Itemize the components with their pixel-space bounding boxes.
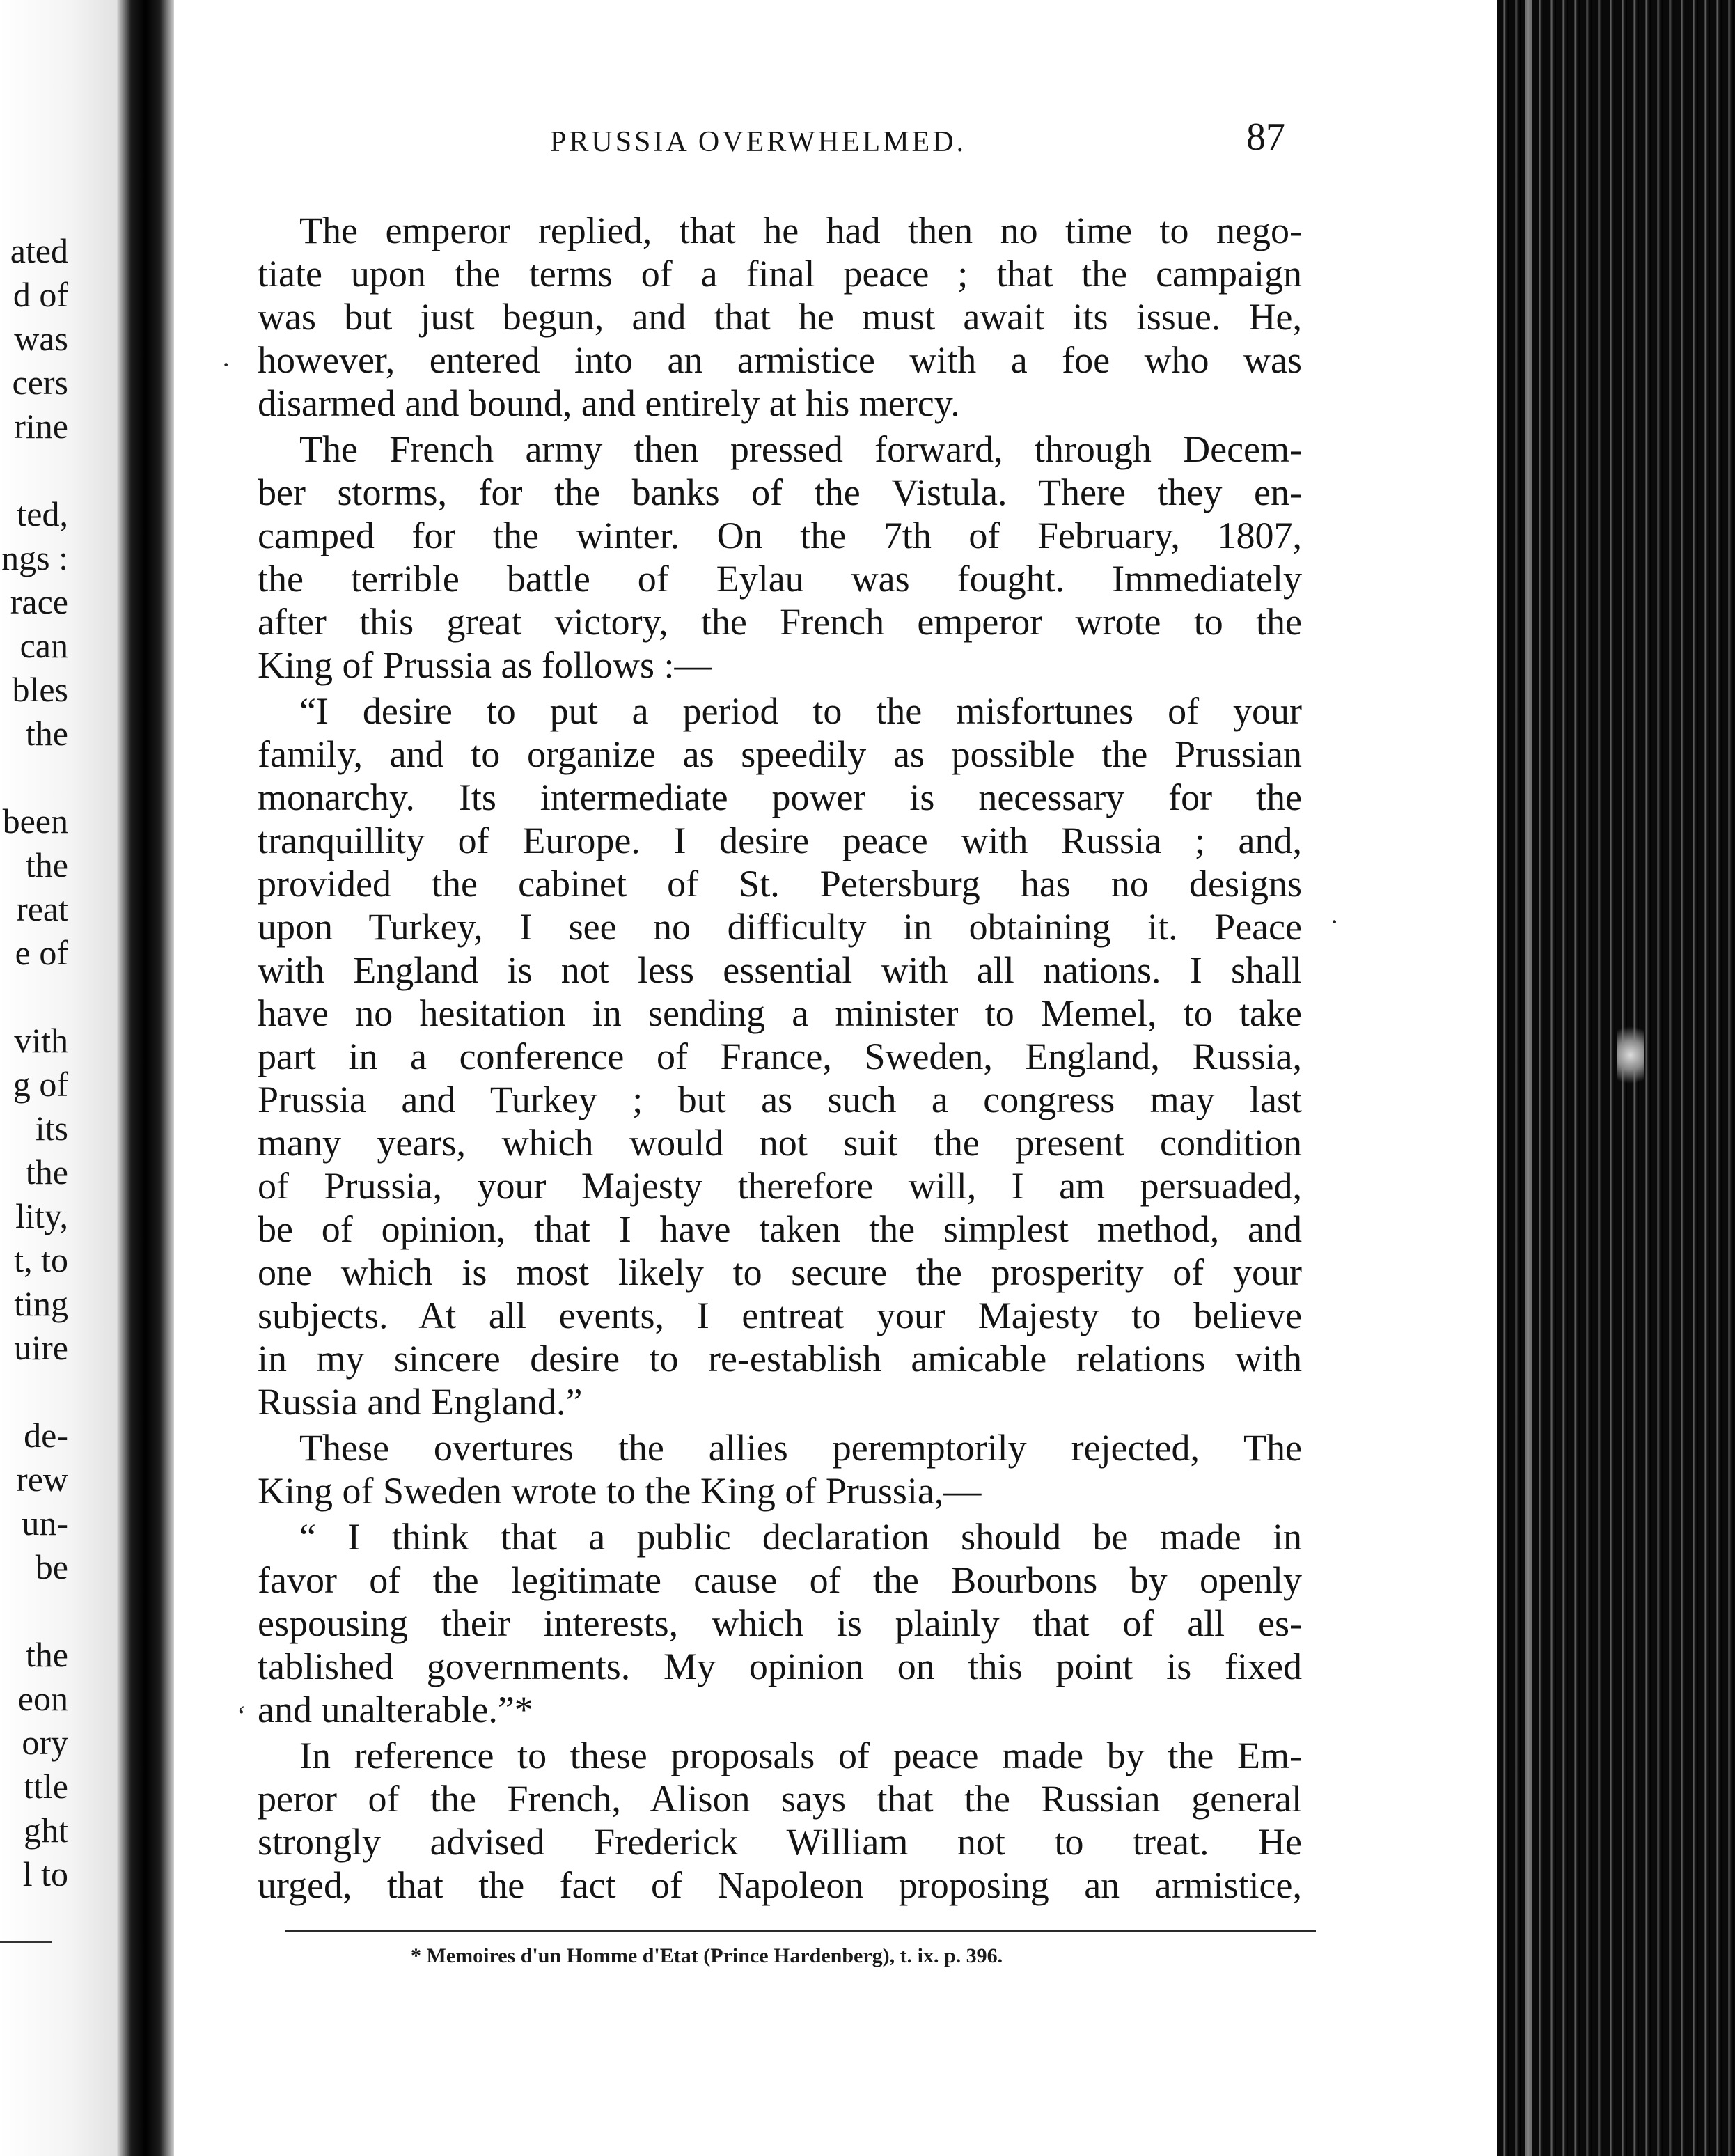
- text-line: with England is not less essential with all nations. I shall: [258, 949, 1302, 991]
- book-edge-highlight: [1525, 0, 1532, 2156]
- stray-ink-mark: ·: [1330, 906, 1340, 937]
- text-line: “I desire to put a period to the misfortunes of your: [299, 690, 1302, 732]
- left-page-fragment: been: [2, 802, 68, 841]
- stray-ink-mark: ‘: [237, 1700, 246, 1731]
- left-page-fragment: ngs :: [1, 538, 68, 577]
- left-page-fragment: was: [14, 319, 68, 358]
- text-line: was but just begun, and that he must await its issue. He,: [258, 296, 1302, 338]
- left-page-fragment: the: [25, 1153, 68, 1192]
- text-line: “ I think that a public declaration should be made in: [299, 1516, 1302, 1558]
- page-body: [174, 0, 1497, 1950]
- book-edge: [1497, 0, 1735, 2156]
- text-line: camped for the winter. On the 7th of February, 1807,: [258, 515, 1302, 556]
- text-line: King of Sweden wrote to the King of Prussia,—: [258, 1470, 982, 1512]
- text-line: have no hesitation in sending a minister to Memel, to take: [258, 992, 1302, 1034]
- text-line: Russia and England.”: [258, 1381, 583, 1423]
- text-line: many years, which would not suit the present condition: [258, 1122, 1302, 1164]
- left-page-fragment: de-: [24, 1416, 68, 1455]
- text-line: These overtures the allies peremptorily rejected, The: [299, 1427, 1302, 1469]
- left-page-fragment: ght: [24, 1811, 68, 1850]
- text-line: monarchy. Its intermediate power is necessary for the: [258, 776, 1302, 818]
- left-page-fragment: its: [35, 1109, 68, 1148]
- left-page-fragment: race: [10, 582, 68, 621]
- text-line: The emperor replied, that he had then no time to nego-: [299, 210, 1302, 251]
- text-line: tranquillity of Europe. I desire peace with Russia ; and,: [258, 820, 1302, 861]
- text-line: family, and to organize as speedily as possible the Prussian: [258, 733, 1302, 775]
- left-page-fragment: t, to: [14, 1240, 68, 1279]
- page-number: 87: [1246, 116, 1285, 159]
- text-line: part in a conference of France, Sweden, England, Russia,: [258, 1036, 1302, 1077]
- text-line: tablished governments. My opinion on this point is fixed: [258, 1646, 1302, 1687]
- left-page-fragment: the: [25, 714, 68, 753]
- left-page-fragment: ted,: [17, 494, 68, 533]
- left-footnote-rule: [0, 1941, 52, 1943]
- text-line: espousing their interests, which is plainly that of all es-: [258, 1602, 1302, 1644]
- left-page-fragment: eon: [17, 1679, 68, 1718]
- text-line: In reference to these proposals of peace made by the Em-: [299, 1735, 1302, 1776]
- text-line: one which is most likely to secure the prosperity of your: [258, 1251, 1302, 1293]
- left-page-fragment: the: [25, 845, 68, 884]
- text-line: urged, that the fact of Napoleon proposing an armistice,: [258, 1864, 1302, 1906]
- text-line: tiate upon the terms of a final peace ; that the campaign: [258, 253, 1302, 295]
- text-line: favor of the legitimate cause of the Bourbons by openly: [258, 1559, 1302, 1601]
- text-line: subjects. At all events, I entreat your Majesty to believe: [258, 1295, 1302, 1336]
- running-head: PRUSSIA OVERWHELMED.: [550, 126, 967, 158]
- left-page-fragment: cers: [12, 363, 68, 402]
- footnote-rule: [285, 1930, 1316, 1932]
- text-line: however, entered into an armistice with a foe who was: [258, 339, 1302, 381]
- text-line: the terrible battle of Eylau was fought. Immediately: [258, 558, 1302, 600]
- text-line: King of Prussia as follows :—: [258, 644, 712, 686]
- text-line: in my sincere desire to re-establish amicable relations with: [258, 1338, 1302, 1380]
- text-line: ber storms, for the banks of the Vistula. There they en-: [258, 471, 1302, 513]
- left-page-fragment: can: [19, 626, 68, 665]
- text-line: disarmed and bound, and entirely at his mercy.: [258, 382, 960, 424]
- left-page-fragment: lity,: [15, 1196, 68, 1235]
- text-line: be of opinion, that I have taken the simplest method, and: [258, 1208, 1302, 1250]
- text-line: peror of the French, Alison says that the Russian general: [258, 1778, 1302, 1820]
- previous-page-edge: [0, 0, 117, 2156]
- text-line: strongly advised Frederick William not to treat. He: [258, 1821, 1302, 1863]
- left-page-fragment: uire: [14, 1328, 68, 1367]
- left-page-fragment: rine: [14, 407, 68, 446]
- left-page-fragment: rew: [16, 1460, 68, 1499]
- text-line: The French army then pressed forward, through Decem-: [299, 428, 1302, 470]
- left-page-fragment: un-: [22, 1503, 68, 1542]
- left-page-fragment: e of: [15, 933, 68, 972]
- stray-ink-mark: ·: [221, 349, 231, 380]
- left-page-fragment: be: [35, 1547, 68, 1586]
- book-gutter: [117, 0, 174, 2156]
- left-page-fragment: bles: [12, 670, 68, 709]
- footnote: * Memoires d'un Homme d'Etat (Prince Hardenberg), t. ix. p. 396.: [411, 1944, 1003, 1967]
- text-line: Prussia and Turkey ; but as such a congress may last: [258, 1079, 1302, 1120]
- book-edge-speckle: [1617, 1017, 1644, 1093]
- left-page-fragment: reat: [16, 889, 68, 928]
- text-line: and unalterable.”*: [258, 1689, 533, 1731]
- text-line: after this great victory, the French emperor wrote to the: [258, 601, 1302, 643]
- left-page-fragment: ory: [22, 1723, 68, 1762]
- book-page: [174, 0, 1497, 2156]
- text-line: upon Turkey, I see no difficulty in obtaining it. Peace: [258, 906, 1302, 948]
- left-page-fragment: the: [25, 1635, 68, 1674]
- text-line: provided the cabinet of St. Petersburg has no designs: [258, 863, 1302, 905]
- left-page-fragment: l to: [22, 1854, 68, 1893]
- left-page-fragment: g of: [13, 1065, 68, 1104]
- left-page-fragment: ting: [14, 1284, 68, 1323]
- left-page-fragment: vith: [14, 1021, 68, 1060]
- text-line: of Prussia, your Majesty therefore will, I am persuaded,: [258, 1165, 1302, 1207]
- left-page-fragment: ttle: [24, 1767, 68, 1806]
- left-page-fragment: d of: [13, 275, 68, 314]
- left-page-fragment: ated: [10, 231, 68, 270]
